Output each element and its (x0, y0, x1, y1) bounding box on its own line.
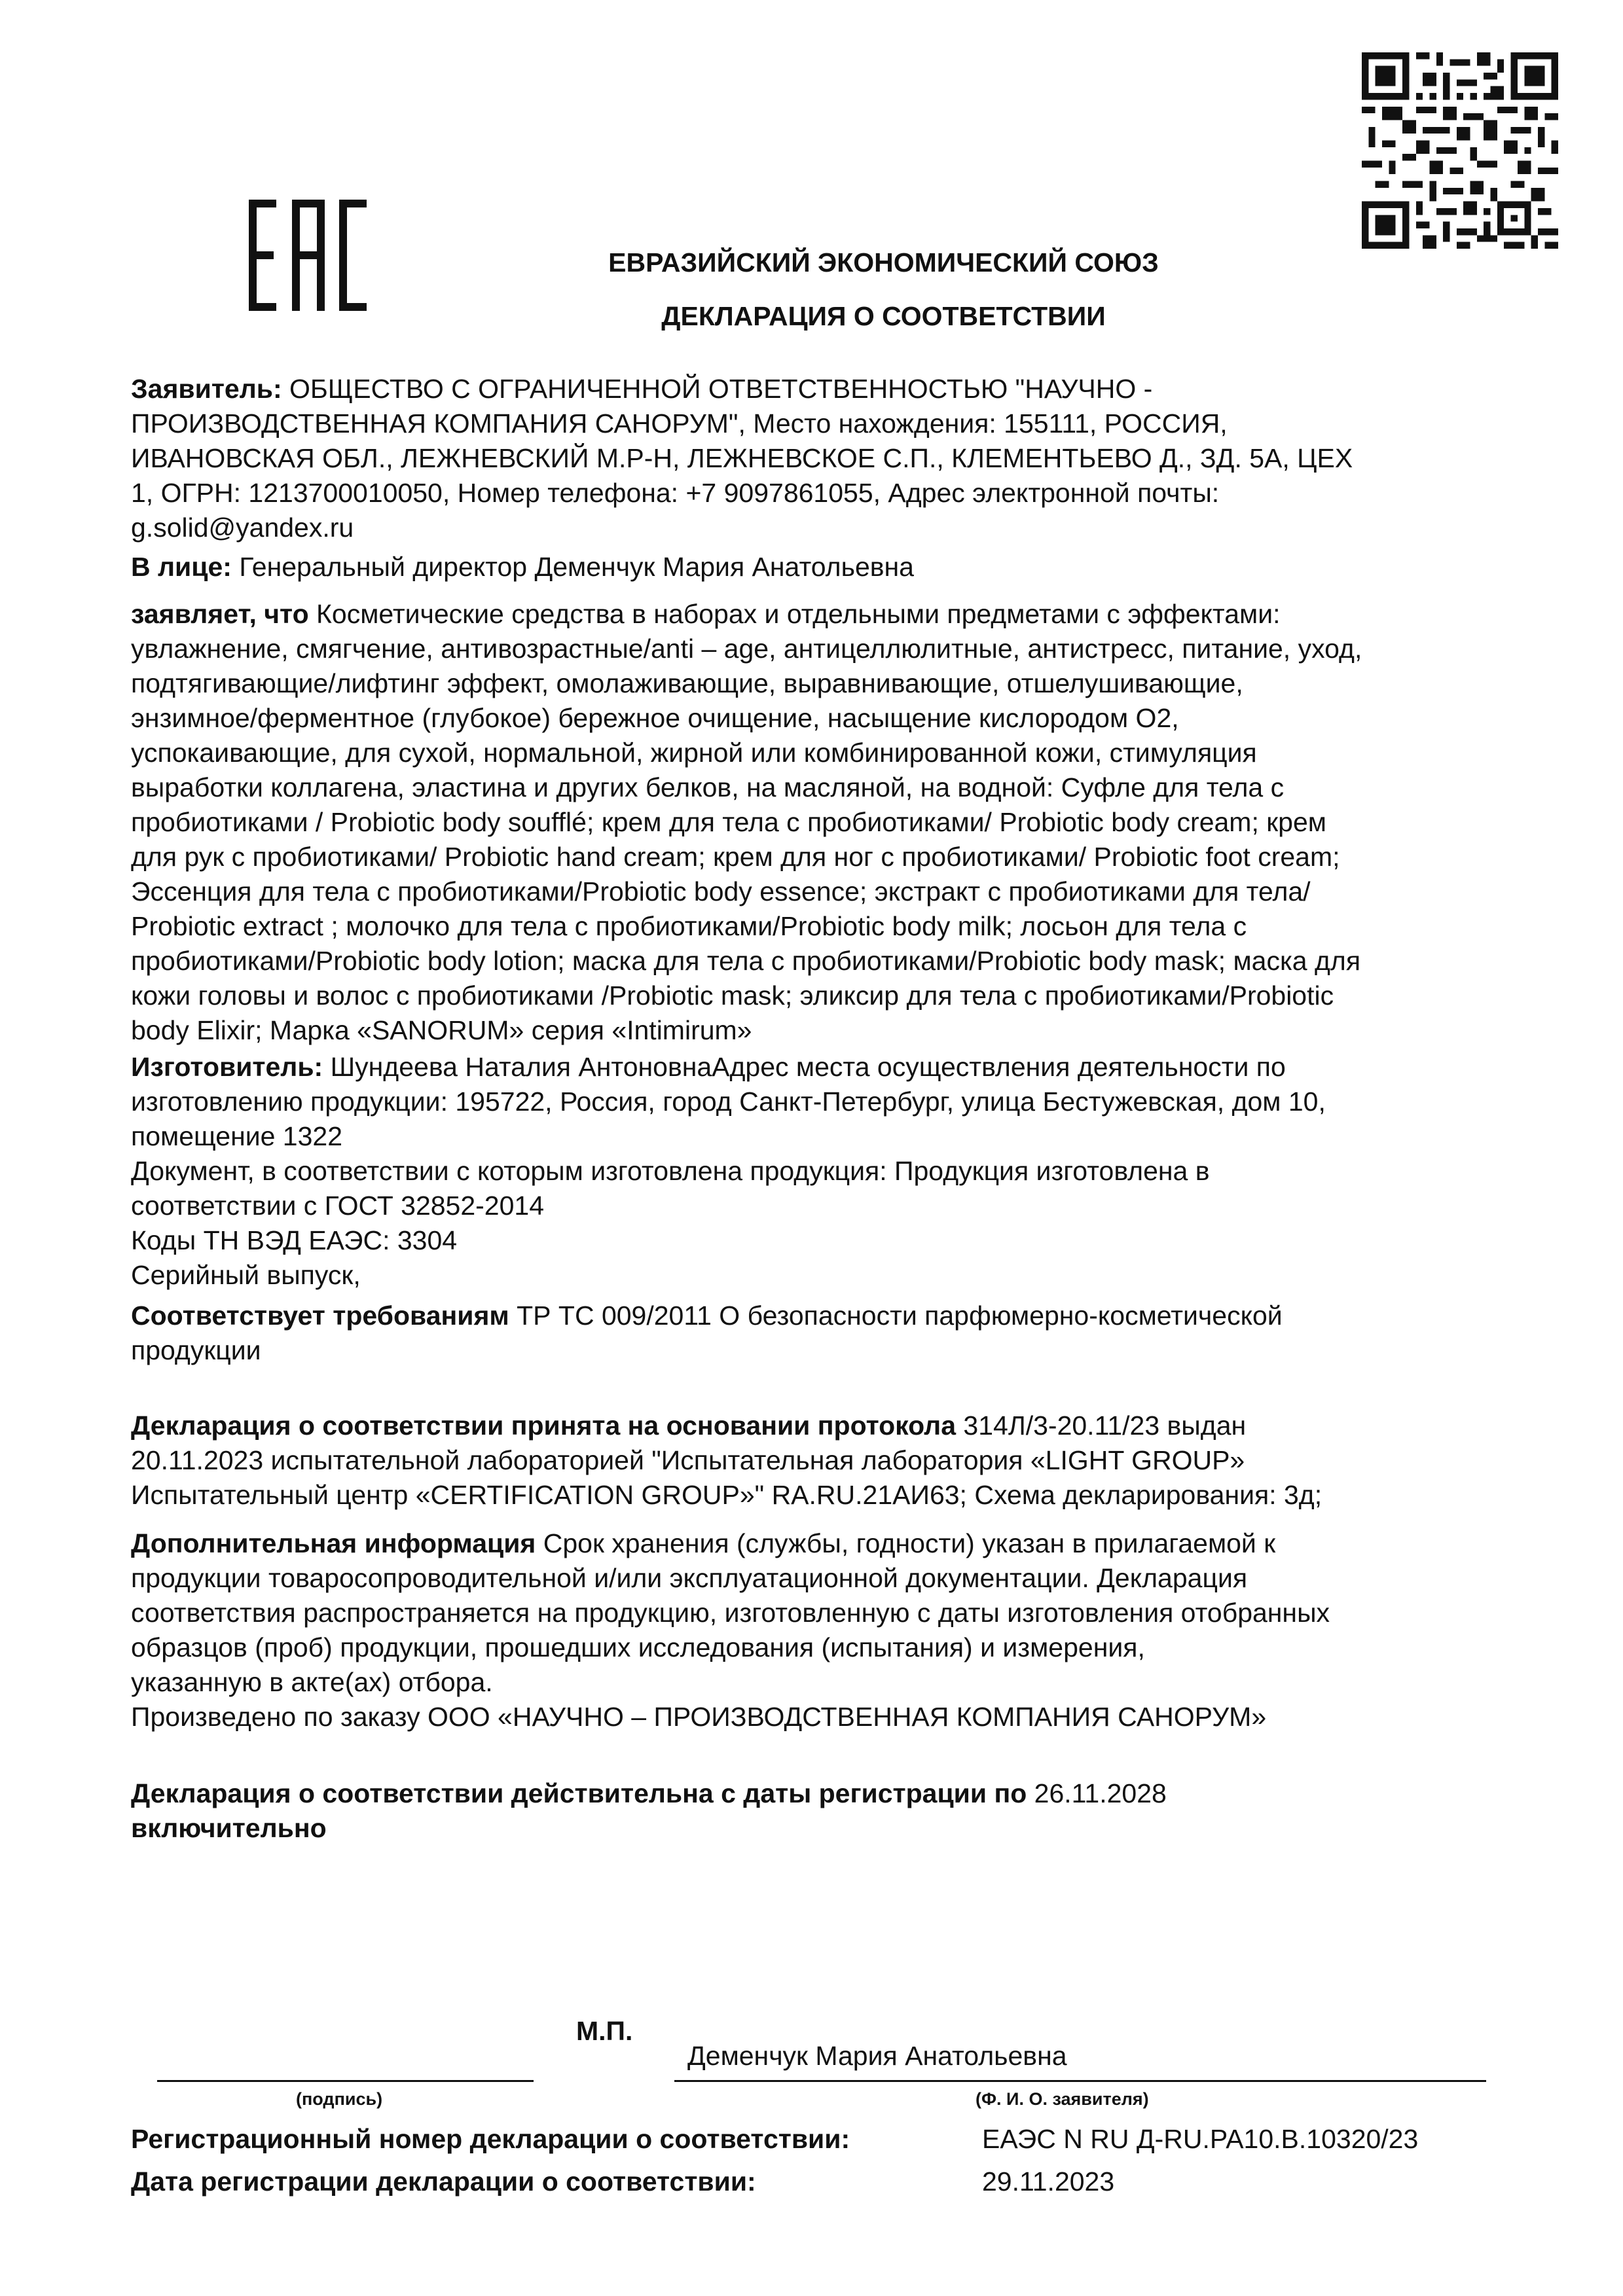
conformity-text: ТР ТС 009/2011 О безопасности парфюмерно-косметической продукции (131, 1300, 1283, 1365)
represented-by-text: Генеральный директор Деменчук Мария Анатольевна (231, 552, 914, 582)
applicant-name: Деменчук Мария Анатольевна (687, 2041, 1067, 2071)
validity-date: 26.11.2028 (1027, 1778, 1167, 1808)
registration-number-label: Регистрационный номер декларации о соответствии: (131, 2124, 850, 2154)
signature-caption: (подпись) (296, 2089, 383, 2109)
header-union: ЕВРАЗИЙСКИЙ ЭКОНОМИЧЕСКИЙ СОЮЗ (608, 247, 1159, 278)
conformity-label: Соответствует требованиям (131, 1300, 509, 1331)
registration-date-value: 29.11.2023 (982, 2166, 1115, 2197)
conformity-section (131, 1299, 1539, 1368)
basis-label: Декларация о соответствии принята на основании протокола (131, 1410, 957, 1441)
validity-section (131, 1776, 1539, 1846)
represented-by-section (131, 550, 1539, 584)
signature-line (157, 2080, 534, 2082)
declares-text: Косметические средства в наборах и отдельными предметами с эффектами: увлажнение, смягчение, антивозрастные/anti – age, антицеллюлитные, антистресс, питание, уход, подтягивающие/лифтинг эффект, омолаживающие, выравнивающие, отшелушивающие, энзимное/ферментное (глубокое) бережное очищение, насыщение кислородом О2, успокаивающие, для сухой, нормальной, жирной или комбинированной кожи, стимуляция выработки коллагена, эластина и других белков, на масляной, на водной: Суфле для тела с пробиотиками / Probiotic body soufflé; крем для тела с пробиотиками/ Probiotic body cream; крем для рук с пробиотиками/ Probiotic hand cream; крем для ног с пробиотиками/ Probiotic foot cream; Эссенция для тела с пробиотиками/Probiotic body essence; экстракт с пробиотиками для тела/ Probiotic extract ; молочко для тела с пробиотиками/Probiotic body milk; лосьон для тела с пробиотиками/Probiotic body lotion; маска для тела с пробиотиками/Probiotic body mask; маска для кожи головы и волос с пробиотиками /Probiotic mask; эликсир для тела с пробиотиками/Probiotic body Elixir; Марка «SANORUM» серия «Intimirum» (131, 599, 1362, 1045)
applicant-section (131, 372, 1539, 545)
registration-number-value: ЕАЭС N RU Д-RU.PA10.B.10320/23 (982, 2124, 1419, 2154)
declares-section (131, 597, 1539, 1048)
manufacturer-label: Изготовитель: (131, 1052, 323, 1082)
stamp-label: М.П. (576, 2016, 633, 2046)
additional-info-text: Срок хранения (службы, годности) указан в прилагаемой к продукции товаросопроводительной и/или эксплуатационной документации. Декларация соответствия распространяется на продукцию, изготовленную с даты изготовления отобранных образцов (проб) продукции, прошедших исследования (испытания) и измерения, указанную в акте(ах) отбора. Произведено по заказу ООО «НАУЧНО – ПРОИЗВОДСТВЕННАЯ КОМПАНИЯ САНОРУМ» (131, 1528, 1330, 1732)
qr-code (1362, 52, 1558, 249)
additional-info-label: Дополнительная информация (131, 1528, 536, 1558)
name-caption: (Ф. И. О. заявителя) (976, 2089, 1149, 2109)
basis-text: 314Л/3-20.11/23 выдан 20.11.2023 испытательной лабораторией "Испытательная лаборатория «LIGHT GROUP» Испытательный центр «CERTIFICATION GROUP»" RA.RU.21АИ63; Схема декларирования: 3д; (131, 1410, 1322, 1510)
additional-info-section (131, 1526, 1539, 1734)
applicant-text: ОБЩЕСТВО С ОГРАНИЧЕННОЙ ОТВЕТСТВЕННОСТЬЮ "НАУЧНО - ПРОИЗВОДСТВЕННАЯ КОМПАНИЯ САНОРУМ", Место нахождения: 155111, РОССИЯ, ИВАНОВСКАЯ ОБЛ., ЛЕЖНЕВСКИЙ М.Р-Н, ЛЕЖНЕВСКОЕ С.П., КЛЕМЕНТЬЕВО Д., ЗД. 5А, ЦЕХ 1, ОГРН: 1213700010050, Номер телефона: +7 9097861055, Адрес электронной почты: g.solid@yandex.ru (131, 374, 1353, 543)
validity-label: Декларация о соответствии действительна с даты регистрации по (131, 1778, 1027, 1808)
manufacturer-section (131, 1050, 1539, 1293)
document-title: ДЕКЛАРАЦИЯ О СООТВЕТСТВИИ (661, 301, 1106, 331)
applicant-label: Заявитель: (131, 374, 282, 404)
basis-section (131, 1408, 1539, 1513)
manufacturer-text: Шундеева Наталия АнтоновнаАдрес места осуществления деятельности по изготовлению продукции: 195722, Россия, город Санкт-Петербург, улица Бестужевская, дом 10, помещение 1322 Документ, в соответствии с которым изготовлена продукция: Продукция изготовлена в соответствии с ГОСТ 32852-2014 Коды ТН ВЭД ЕАЭС: 3304 Серийный выпуск, (131, 1052, 1326, 1290)
validity-inclusive-label: включительно (131, 1813, 327, 1843)
declares-label: заявляет, что (131, 599, 309, 629)
registration-date-label: Дата регистрации декларации о соответствии: (131, 2166, 756, 2197)
represented-by-label: В лице: (131, 552, 232, 582)
name-line (674, 2080, 1486, 2082)
